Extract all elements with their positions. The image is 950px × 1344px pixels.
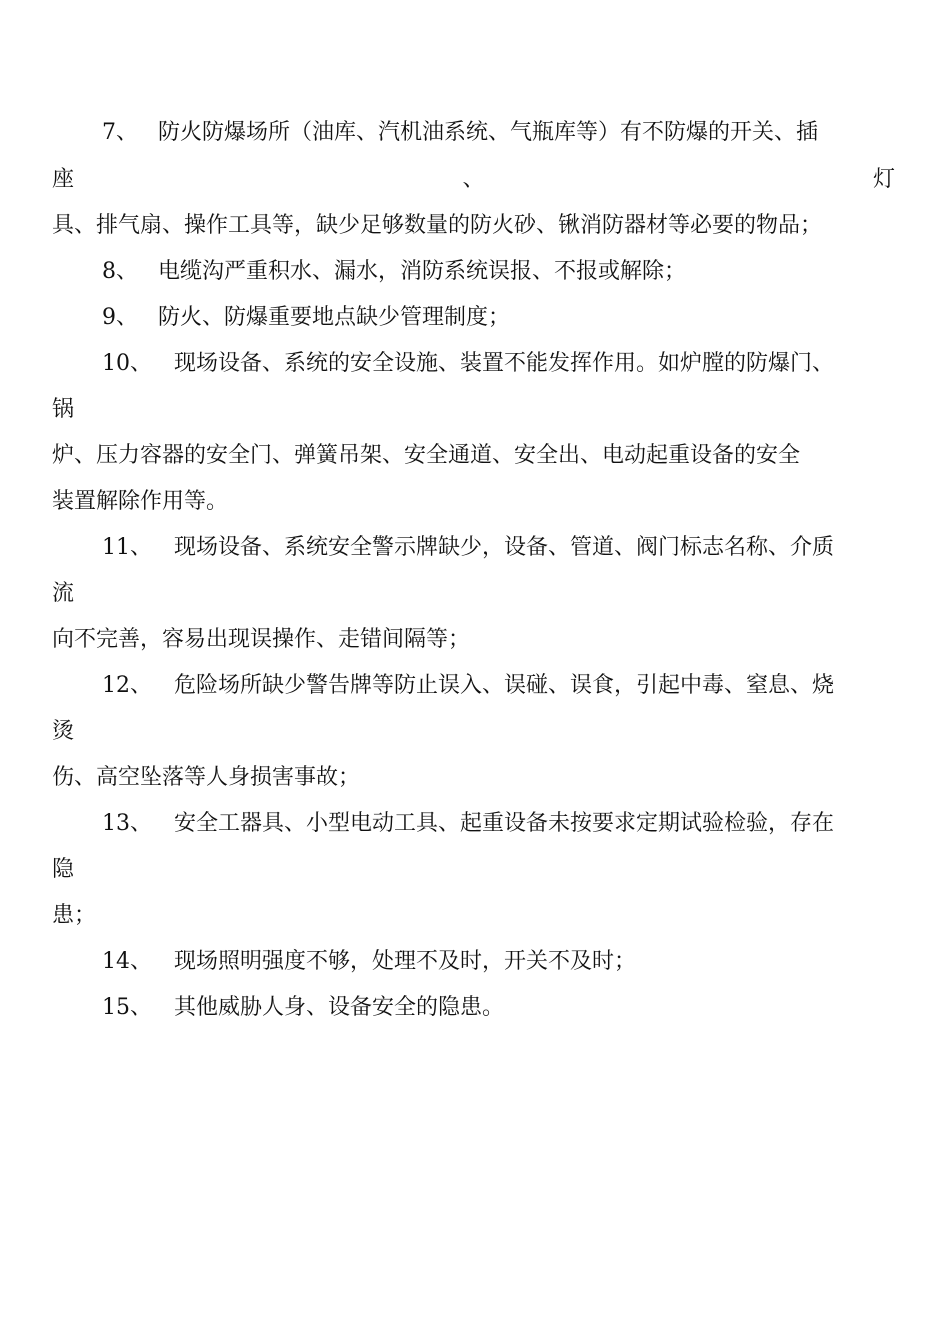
item-7-line2-part-1: 座 [52, 167, 75, 192]
item-13-first-line [102, 809, 834, 839]
item-12-third-line: 伤、高空坠落等人身损害事故； [52, 765, 361, 790]
item-8-text: 电缆沟严重积水、漏水，消防系统误报、不报或解除； [158, 259, 687, 284]
item-12-second-line: 烫 [52, 719, 75, 744]
item-12-first-line [102, 671, 834, 701]
item-9-line [102, 303, 510, 333]
item-10-number: 10、 [102, 351, 152, 376]
item-10-third-line: 炉、压力容器的安全门、弹簧吊架、安全通道、安全出、电动起重设备的安全 [52, 443, 801, 468]
item-7-first-line [102, 118, 818, 148]
item-15-text: 其他威胁人身、设备安全的隐患。 [174, 995, 505, 1020]
item-7-line2-part-3: 灯 [872, 167, 895, 192]
item-10-fourth-line: 装置解除作用等。 [52, 489, 229, 514]
item-7-line2-part-2: 、 [462, 167, 485, 192]
item-8-number: 8、 [102, 259, 138, 284]
item-10-second-line: 锅 [52, 397, 75, 422]
item-13-third-line: 患； [52, 903, 97, 928]
item-12-number: 12、 [102, 673, 152, 698]
item-12-text-line1: 危险场所缺少警告牌等防止误入、误碰、误食，引起中毒、窒息、烧 [174, 673, 835, 698]
item-7-number: 7、 [102, 120, 138, 145]
item-10-text-line1: 现场设备、系统的安全设施、装置不能发挥作用。如炉膛的防爆门、 [174, 351, 835, 376]
item-13-second-line: 隐 [52, 857, 75, 882]
item-9-number: 9、 [102, 305, 138, 330]
item-11-number: 11、 [102, 535, 152, 560]
item-13-number: 13、 [102, 811, 152, 836]
item-10-first-line [102, 349, 834, 379]
item-11-second-line: 流 [52, 581, 75, 606]
item-15-line [102, 993, 504, 1023]
item-7-text-line1: 防火防爆场所（油库、汽机油系统、气瓶库等）有不防爆的开关、插 [158, 120, 819, 145]
item-7-second-line [52, 165, 895, 195]
item-11-first-line [102, 533, 834, 563]
item-14-text: 现场照明强度不够，处理不及时，开关不及时； [174, 949, 637, 974]
item-14-number: 14、 [102, 949, 152, 974]
item-9-text: 防火、防爆重要地点缺少管理制度； [158, 305, 511, 330]
item-15-number: 15、 [102, 995, 152, 1020]
item-11-third-line: 向不完善，容易出现误操作、走错间隔等； [52, 627, 471, 652]
item-14-line [102, 947, 636, 977]
item-11-text-line1: 现场设备、系统安全警示牌缺少，设备、管道、阀门标志名称、介质 [174, 535, 835, 560]
item-13-text-line1: 安全工器具、小型电动工具、起重设备未按要求定期试验检验，存在 [174, 811, 835, 836]
item-8-line [102, 257, 686, 287]
item-7-third-line: 具、排气扇、操作工具等，缺少足够数量的防火砂、锹消防器材等必要的物品； [52, 213, 823, 238]
